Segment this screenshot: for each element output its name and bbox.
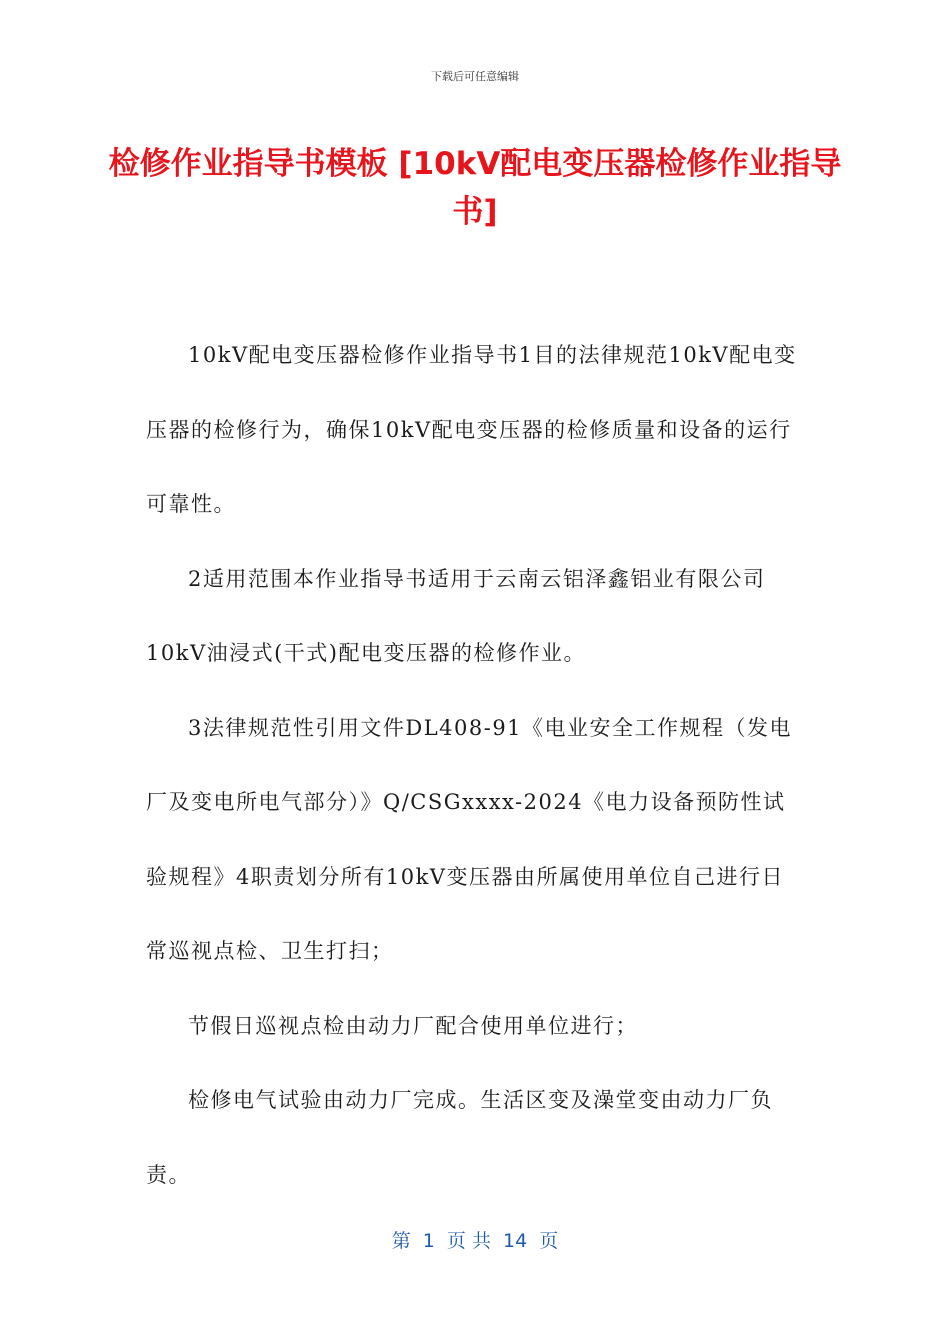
document-title: 检修作业指导书模板 [10kV配电变压器检修作业指导书] — [108, 146, 842, 230]
paragraph-references: 3法律规范性引用文件DL408-91《电业安全工作规程（发电厂及变电所电气部分）》Q/CSGxxxx-2024《电力设备预防性试验规程》4职责划分所有10kV变压器由所属使用单位自己进行日常巡视点检、卫生打扫； — [146, 715, 793, 963]
document-body — [146, 318, 806, 1212]
header-note: 下载后可任意编辑 — [431, 70, 519, 83]
paragraph-scope: 2适用范围本作业指导书适用于云南云铝泽鑫铝业有限公司10kV油浸式(干式)配电变压器的检修作业。 — [146, 566, 766, 665]
paragraph-holiday-inspection: 节假日巡视点检由动力厂配合使用单位进行； — [188, 1013, 638, 1038]
page-number: 第 1 页 共 14 页 — [391, 1230, 559, 1252]
paragraph-maintenance: 检修电气试验由动力厂完成。生活区变及澡堂变由动力厂负责。 — [146, 1088, 773, 1187]
paragraph-purpose: 10kV配电变压器检修作业指导书1目的法律规范10kV配电变压器的检修行为，确保10kV配电变压器的检修质量和设备的运行可靠性。 — [146, 343, 797, 516]
